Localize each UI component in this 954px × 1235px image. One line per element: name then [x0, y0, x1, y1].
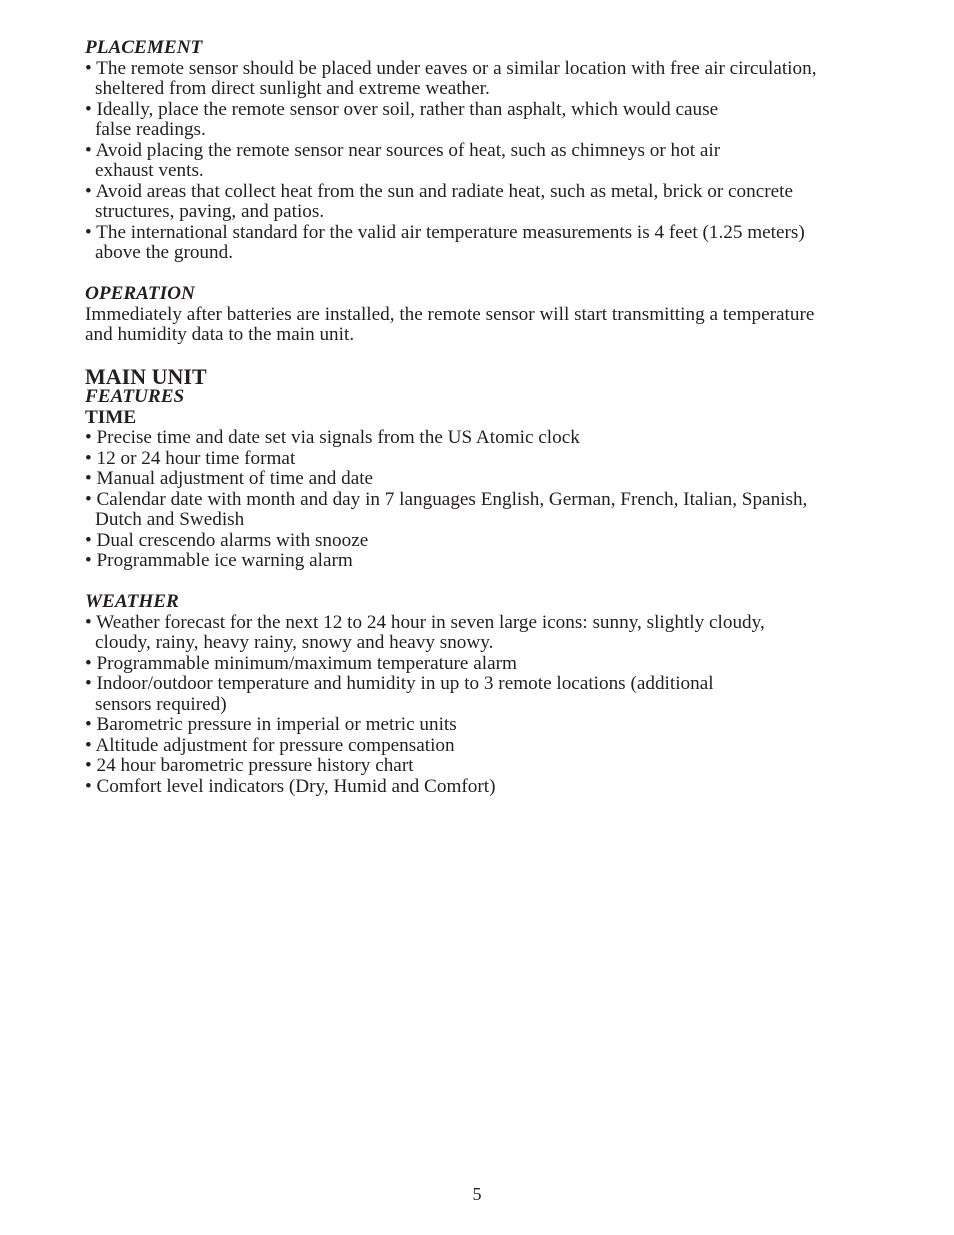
- weather-heading: WEATHER: [85, 591, 179, 612]
- list-item-continuation: exhaust vents.: [95, 160, 204, 181]
- list-item-text: • Programmable minimum/maximum temperature alarm: [85, 652, 517, 674]
- list-item-text: • Comfort level indicators (Dry, Humid and Comfort): [85, 775, 496, 797]
- list-item-text: • 24 hour barometric pressure history chart: [85, 755, 414, 776]
- list-item: [85, 490, 885, 531]
- list-item-text: • Barometric pressure in imperial or metric units: [85, 714, 457, 735]
- list-item: [85, 100, 885, 141]
- list-item-text: • Avoid areas that collect heat from the sun and radiate heat, such as metal, brick or concrete: [85, 180, 794, 202]
- list-item-continuation: Dutch and Swedish: [95, 509, 245, 530]
- list-item: [85, 674, 885, 715]
- list-item: [85, 531, 885, 552]
- list-item-text: • Ideally, place the remote sensor over soil, rather than asphalt, which would cause: [85, 98, 719, 120]
- list-item-continuation: sheltered from direct sunlight and extreme weather.: [95, 78, 490, 99]
- list-item-text: • The international standard for the valid air temperature measurements is 4 feet (1.25 meters): [85, 221, 805, 243]
- list-item-text: • Indoor/outdoor temperature and humidity in up to 3 remote locations (additional: [85, 673, 714, 694]
- spacer: [85, 264, 885, 285]
- operation-text-line-2: and humidity data to the main unit.: [85, 324, 355, 345]
- list-item-continuation: sensors required): [95, 693, 227, 715]
- list-item: [85, 223, 885, 264]
- page-number: 5: [472, 1184, 482, 1204]
- features-heading: FEATURES: [85, 386, 185, 407]
- list-item: [85, 715, 885, 736]
- list-item-text: • Calendar date with month and day in 7 languages English, German, French, Italian, Spanish,: [85, 488, 808, 510]
- list-item-text: • Weather forecast for the next 12 to 24 hour in seven large icons: sunny, slightly cloudy,: [85, 611, 765, 633]
- list-item-text: • Dual crescendo alarms with snooze: [85, 529, 369, 551]
- list-item: [85, 613, 885, 654]
- list-item: [85, 182, 885, 223]
- operation-heading: OPERATION: [85, 283, 195, 304]
- list-item: [85, 428, 885, 449]
- list-item-text: • Precise time and date set via signals from the US Atomic clock: [85, 427, 580, 448]
- list-item: [85, 736, 885, 757]
- list-item-text: • 12 or 24 hour time format: [85, 447, 296, 469]
- placement-heading: PLACEMENT: [85, 37, 203, 58]
- list-item: [85, 756, 885, 777]
- list-item: [85, 551, 885, 572]
- list-item-continuation: cloudy, rainy, heavy rainy, snowy and heavy snowy.: [95, 632, 494, 653]
- time-features-list: [85, 428, 885, 572]
- spacer: [85, 572, 885, 593]
- main-unit-heading: MAIN UNIT: [85, 364, 207, 389]
- list-item: [85, 654, 885, 675]
- list-item: [85, 59, 885, 100]
- list-item-text: • Manual adjustment of time and date: [85, 468, 374, 489]
- list-item-text: • Avoid placing the remote sensor near sources of heat, such as chimneys or hot air: [85, 139, 721, 161]
- list-item-continuation: false readings.: [95, 119, 206, 140]
- list-item: [85, 469, 885, 490]
- list-item: [85, 777, 885, 798]
- list-item: [85, 449, 885, 470]
- list-item-text: • Programmable ice warning alarm: [85, 550, 353, 571]
- list-item-continuation: above the ground.: [95, 242, 234, 263]
- list-item: [85, 141, 885, 182]
- weather-features-list: [85, 613, 885, 798]
- document-page: [85, 38, 885, 797]
- list-item-text: • Altitude adjustment for pressure compensation: [85, 734, 455, 756]
- list-item-continuation: structures, paving, and patios.: [95, 201, 325, 222]
- time-heading: TIME: [85, 406, 137, 428]
- list-item-text: • The remote sensor should be placed under eaves or a similar location with free air circulation,: [85, 57, 817, 79]
- operation-text-line-1: Immediately after batteries are installed, the remote sensor will start transmitting a temperature: [85, 303, 815, 325]
- spacer: [85, 346, 885, 367]
- placement-list: [85, 59, 885, 264]
